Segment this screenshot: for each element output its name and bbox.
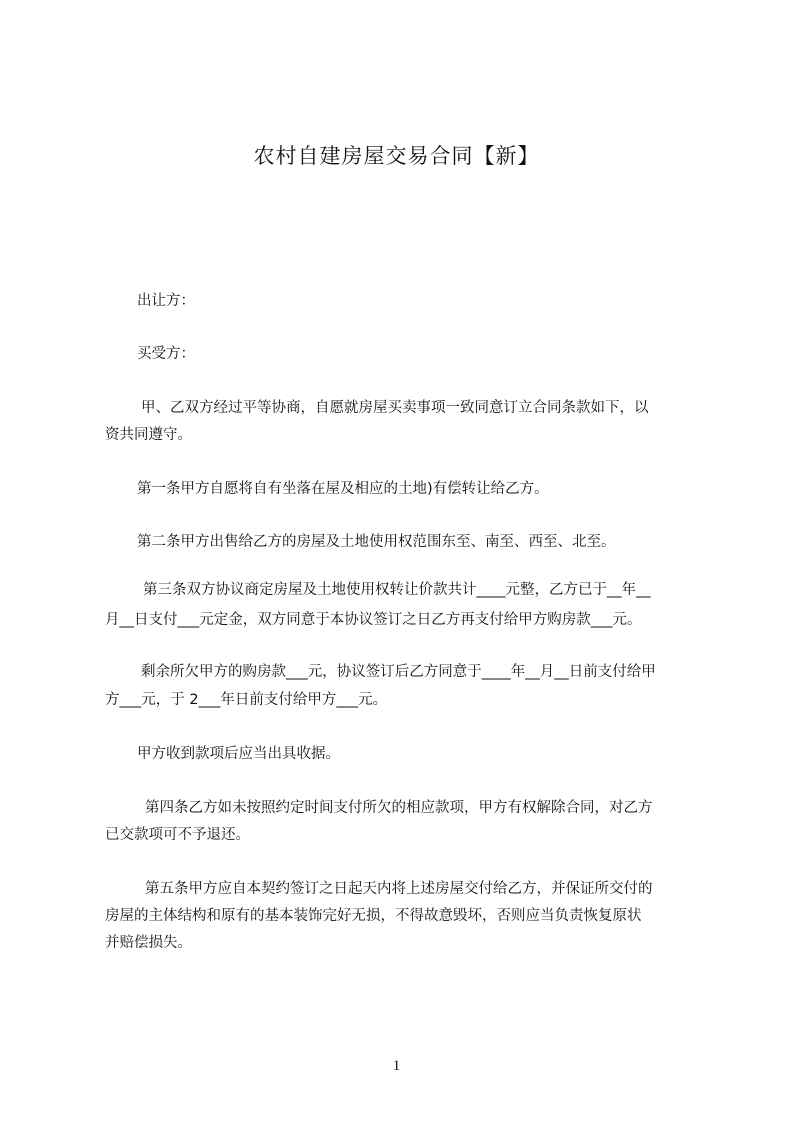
intro-paragraph-line-2: 资共同遵守。 xyxy=(105,427,192,443)
document-title: 农村自建房屋交易合同【新】 xyxy=(253,144,540,168)
intro-paragraph-line-1: 甲、乙双方经过平等协商，自愿就房屋买卖事项一致同意订立合同条款如下，以 xyxy=(141,400,649,416)
article-4-line-1: 第四条乙方如未按照约定时间支付所欠的相应款项，甲方有权解除合同，对乙方 xyxy=(145,800,653,816)
article-4-line-2: 已交款项可不予退还。 xyxy=(105,827,250,843)
article-1: 第一条甲方自愿将自有坐落在屋及相应的土地)有偿转让给乙方。 xyxy=(137,481,549,497)
article-3-line-1: 第三条双方协议商定房屋及土地使用权转让价款共计____元整，乙方已于__年__ xyxy=(143,582,651,598)
article-5-line-3: 并赔偿损失。 xyxy=(105,935,192,951)
receipt-paragraph: 甲方收到款项后应当出具收据。 xyxy=(137,746,340,762)
remaining-payment-line-1: 剩余所欠甲方的购房款___元，协议签订后乙方同意于____年__月__日前支付给甲 xyxy=(141,664,656,680)
buyer-label: 买受方： xyxy=(137,346,195,362)
seller-label: 出让方： xyxy=(137,293,195,309)
page-number: 1 xyxy=(392,1058,401,1074)
article-2: 第二条甲方出售给乙方的房屋及土地使用权范围东至、南至、西至、北至。 xyxy=(137,534,616,550)
article-3-line-2: 月__日支付___元定金，双方同意于本协议签订之日乙方再支付给甲方购房款___元。 xyxy=(105,612,642,628)
article-5-line-2: 房屋的主体结构和原有的基本装饰完好无损，不得故意毁坏，否则应当负责恢复原状 xyxy=(105,908,642,924)
remaining-payment-line-2: 方___元，于 2___年日前支付给甲方___元。 xyxy=(105,692,388,708)
article-5-line-1: 第五条甲方应自本契约签订之日起天内将上述房屋交付给乙方，并保证所交付的 xyxy=(145,881,653,897)
